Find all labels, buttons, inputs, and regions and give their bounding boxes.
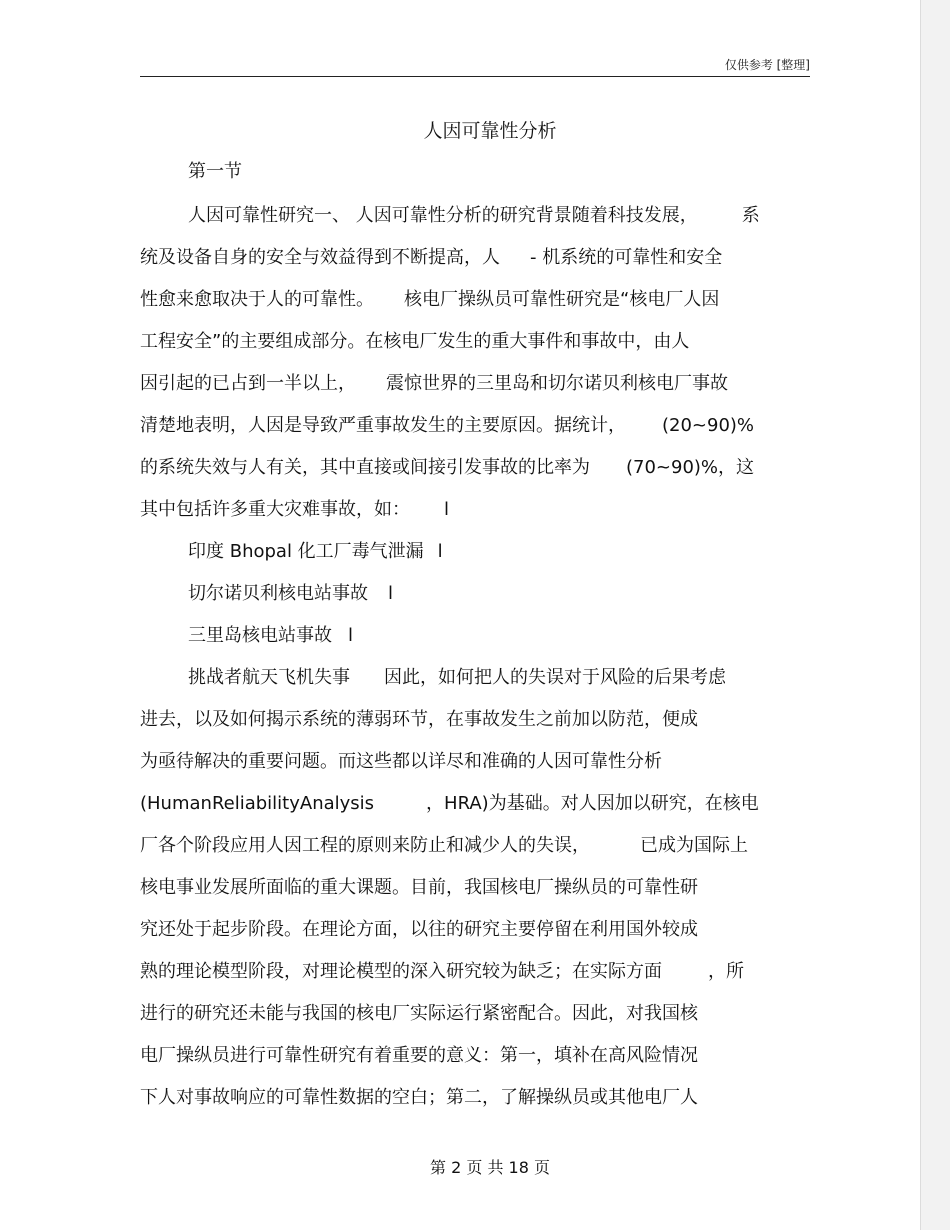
text-segment: (70~90)%，这 (626, 457, 755, 478)
text-segment: 电厂操纵员进行可靠性研究有着重要的意义：第一，填补在高风险情况 (140, 1045, 698, 1066)
text-segment: 究还处于起步阶段。在理论方面，以往的研究主要停留在利用国外较成 (140, 919, 698, 940)
text-segment: 震惊世界的三里岛和切尔诺贝利核电厂事故 (386, 373, 728, 394)
text-line (188, 582, 393, 606)
text-line (140, 1086, 698, 1110)
text-segment: 三里岛核电站事故 (188, 625, 332, 646)
text-segment: 切尔诺贝利核电站事故 (188, 583, 368, 604)
text-segment: l (437, 541, 443, 562)
text-segment: 其中包括许多重大灾难事故，如： (140, 499, 410, 520)
text-line (140, 834, 748, 858)
text-line (188, 540, 443, 564)
text-segment: (HumanReliabilityAnalysis (140, 793, 375, 814)
text-segment: 已成为国际上 (640, 835, 748, 856)
text-line (140, 1002, 698, 1026)
text-line (140, 246, 722, 270)
text-segment: (20~90)% (662, 415, 755, 436)
section-heading: 第一节 (188, 161, 242, 182)
text-segment: 核电厂操纵员可靠性研究是“核电厂人因 (404, 289, 720, 310)
text-line (140, 960, 744, 984)
text-segment: 统及设备自身的安全与效益得到不断提高，人 (140, 247, 500, 268)
text-line (140, 414, 754, 438)
text-line (140, 792, 759, 816)
text-segment: 因此，如何把人的失误对于风险的后果考虑 (384, 667, 726, 688)
text-line (188, 666, 726, 690)
text-segment: 核电事业发展所面临的重大课题。目前，我国核电厂操纵员的可靠性研 (140, 877, 698, 898)
text-line (140, 876, 698, 900)
text-segment: - 机系统的可靠性和安全 (530, 247, 723, 268)
text-segment: 工程安全”的主要组成部分。在核电厂发生的重大事件和事故中，由人 (140, 331, 690, 352)
text-line (140, 1044, 698, 1068)
text-segment: 系 (741, 205, 760, 226)
text-segment: l (388, 583, 394, 604)
text-segment: 因引起的已占到一半以上， (140, 373, 356, 394)
text-segment: 厂各个阶段应用人因工程的原则来防止和减少人的失误， (140, 835, 590, 856)
text-line (140, 330, 689, 354)
text-line (140, 372, 728, 396)
text-segment: 下人对事故响应的可靠性数据的空白；第二，了解操纵员或其他电厂人 (140, 1087, 698, 1108)
text-line (140, 750, 662, 774)
text-segment: 熟的理论模型阶段，对理论模型的深入研究较为缺乏；在实际方面 (140, 961, 662, 982)
text-segment: 为亟待解决的重要问题。而这些都以详尽和准确的人因可靠性分析 (140, 751, 662, 772)
text-line (140, 918, 698, 942)
text-segment: 的系统失效与人有关，其中直接或间接引发事故的比率为 (140, 457, 590, 478)
page-header: 仅供参考 [整理] (724, 58, 810, 72)
text-segment: ，所 (708, 961, 744, 982)
text-segment: 进行的研究还未能与我国的核电厂实际运行紧密配合。因此，对我国核 (140, 1003, 698, 1024)
text-segment: l (348, 625, 354, 646)
text-line (140, 498, 449, 522)
text-segment: 进去，以及如何揭示系统的薄弱环节，在事故发生之前加以防范，便成 (140, 709, 698, 730)
text-line (188, 624, 353, 648)
text-segment: 性愈来愈取决于人的可靠性。 (140, 289, 374, 310)
text-segment: 印度 Bhopal 化工厂毒气泄漏 (188, 541, 424, 562)
text-line (140, 708, 698, 732)
text-line (140, 456, 754, 480)
text-line (188, 204, 760, 228)
text-segment: l (444, 499, 450, 520)
text-segment: 人因可靠性研究一、 人因可靠性分析的研究背景随着科技发展， (188, 205, 698, 226)
text-segment: 挑战者航天飞机失事 (188, 667, 350, 688)
text-line (140, 288, 719, 312)
page-footer: 第 2 页 共 18 页 (430, 1158, 550, 1177)
text-segment: ，HRA)为基础。对人因加以研究，在核电 (426, 793, 759, 814)
header-rule (140, 76, 810, 77)
document-title: 人因可靠性分析 (423, 120, 557, 142)
text-segment: 清楚地表明，人因是导致严重事故发生的主要原因。据统计， (140, 415, 626, 436)
